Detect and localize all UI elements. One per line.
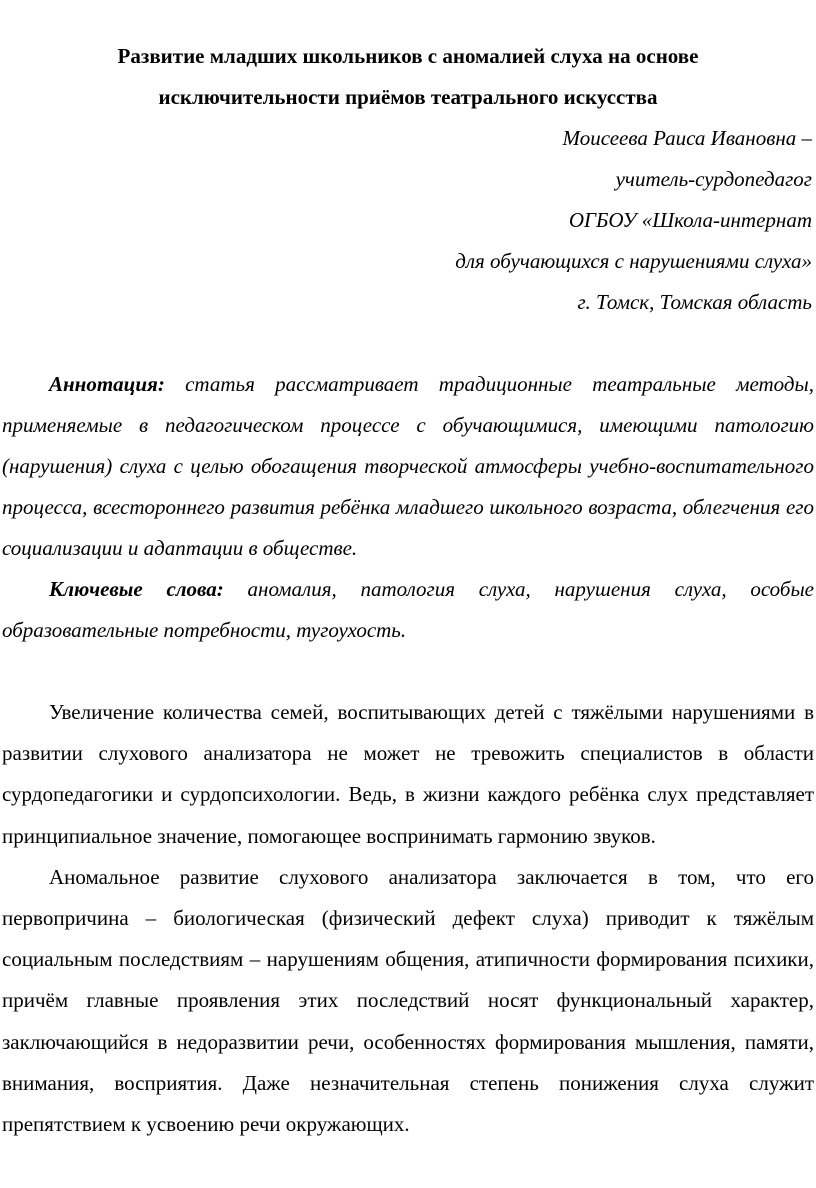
body-text: [2, 692, 814, 1145]
spacer: [2, 323, 814, 364]
article-title: [2, 36, 814, 118]
title-line-2: исключительности приёмов театрального искусства: [158, 85, 658, 109]
abstract-text: статья рассматривает традиционные театральные методы, применяемые в педагогическом процессе с обучающимися, имеющими патологию (нарушения) слуха с целью обогащения творческой атмосферы учебно-воспитательного процесса, всестороннего развития ребёнка младшего школьного возраста, облегчения его социализации и адаптации в обществе.: [2, 372, 814, 560]
author-position: учитель-сурдопедагог: [615, 167, 812, 191]
author-name: Моисеева Раиса Ивановна –: [562, 126, 812, 150]
body-paragraph-1: Увеличение количества семей, воспитывающих детей с тяжёлыми нарушениями в развитии слухового анализатора не может не тревожить специалистов в области сурдопедагогики и сурдопсихологии. Ведь, в жизни каждого ребёнка слух представляет принципиальное значение, помогающее воспринимать гармонию звуков.: [2, 700, 814, 848]
abstract-paragraph: [2, 364, 814, 569]
author-info: [2, 118, 814, 323]
author-organization-cont: для обучающихся с нарушениями слуха»: [455, 249, 812, 273]
abstract-label: Аннотация:: [49, 372, 165, 396]
keywords-paragraph: [2, 569, 814, 651]
keywords-text: аномалия, патология слуха, нарушения слуха, особые образовательные потребности, тугоухость.: [2, 577, 814, 642]
body-paragraph-2: Аномальное развитие слухового анализатора заключается в том, что его первопричина – биологическая (физический дефект слуха) приводит к тяжёлым социальным последствиям – нарушениям общения, атипичности формирования психики, причём главные проявления этих последствий носят функциональный характер, заключающийся в недоразвитии речи, особенностях формирования мышления, памяти, внимания, восприятия. Даже незначительная степень понижения слуха служит препятствием к усвоению речи окружающих.: [2, 864, 814, 1137]
title-line-1: Развитие младших школьников с аномалией слуха на основе: [117, 44, 699, 68]
keywords-label: Ключевые слова:: [49, 577, 224, 601]
author-location: г. Томск, Томская область: [577, 290, 812, 314]
author-organization: ОГБОУ «Школа-интернат: [568, 208, 812, 232]
spacer: [2, 651, 814, 692]
